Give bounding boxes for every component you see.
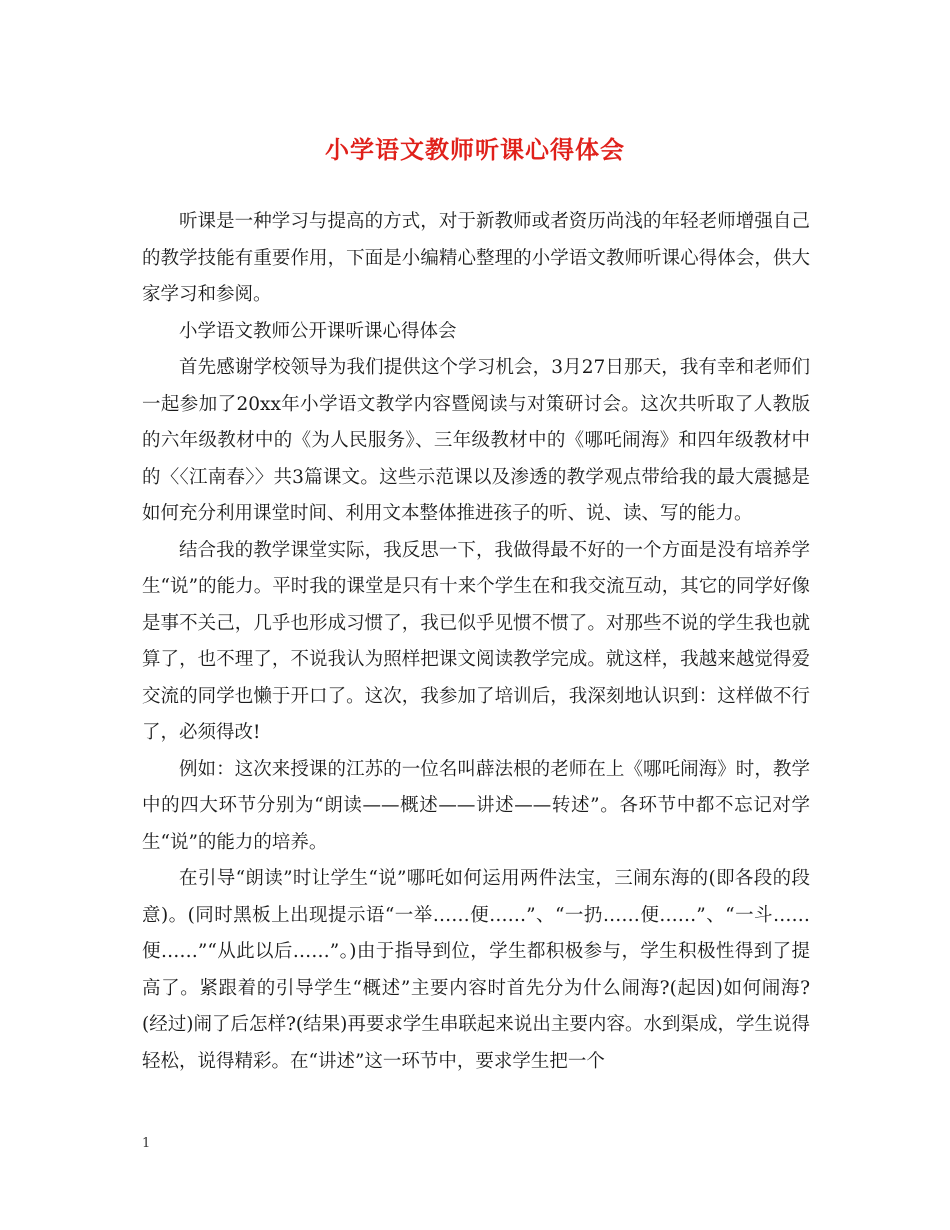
document-title: 小学语文教师听课心得体会 [325, 135, 625, 164]
paragraph-body: 例如：这次来授课的江苏的一位名叫薜法根的老师在上《哪吒闹海》时，教学中的四大环节分别为“朗读——概述——讲述——转述”。各环节中都不忘记对学生“说”的能力的培养。 [142, 758, 810, 853]
document-body [142, 204, 810, 1080]
paragraph-subheading: 小学语文教师公开课听课心得体会 [179, 320, 457, 342]
paragraph-intro: 听课是一种学习与提高的方式，对于新教师或者资历尚浅的年轻老师增强自己的教学技能有重要作用，下面是小编精心整理的小学语文教师听课心得体会，供大家学习和参阅。 [142, 211, 810, 305]
page-number: 1 [142, 1136, 151, 1151]
paragraph-body: 在引导“朗读”时让学生“说”哪吒如何运用两件法宝，三闹东海的(即各段的段意)。(同时黑板上出现提示语“一举……便……”、“一扔……便……”、“一斗……便……”“从此以后……”。)由于指导到位，学生都积极参与，学生积极性得到了提高了。紧跟着的引导学生“概述”主要内容时首先分为什么闹海?(起因)如何闹海?(经过)闹了后怎样?(结果)再要求学生串联起来说出主要内容。水到渠成，学生说得轻松，说得精彩。在“讲述”这一环节中，要求学生把一个 [142, 868, 810, 1072]
paragraph-body: 首先感谢学校领导为我们提供这个学习机会，3月27日那天，我有幸和老师们一起参加了20xx年小学语文教学内容暨阅读与对策研讨会。这次共听取了人教版的六年级教材中的《为人民服务》、三年级教材中的《哪吒闹海》和四年级教材中的〈〈江南春〉〉共3篇课文。这些示范课以及渗透的教学观点带给我的最大震撼是如何充分利用课堂时间、利用文本整体推进孩子的听、说、读、写的能力。 [142, 357, 810, 524]
paragraph-body: 结合我的教学课堂实际，我反思一下，我做得最不好的一个方面是没有培养学生“说”的能力。平时我的课堂是只有十来个学生在和我交流互动，其它的同学好像是事不关己，几乎也形成习惯了，我已似乎见惯不惯了。对那些不说的学生我也就算了，也不理了，不说我认为照样把课文阅读教学完成。就这样，我越来越觉得爱交流的同学也懒于开口了。这次，我参加了培训后，我深刻地认识到：这样做不行了，必须得改! [142, 539, 810, 743]
